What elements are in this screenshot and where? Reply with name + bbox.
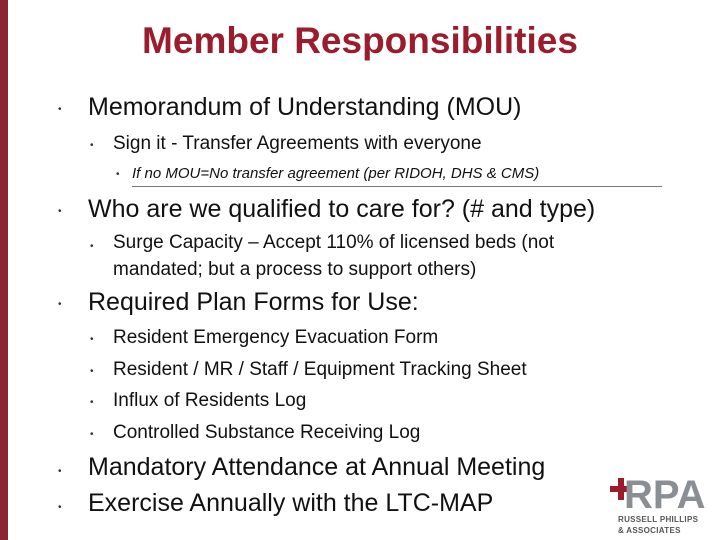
divider (132, 186, 662, 187)
sub-sub-bullet-no-mou: If no MOU=No transfer agreement (per RIDOH, DHS & CMS) (132, 165, 540, 182)
bullet-dot-icon: • (90, 397, 94, 408)
slide-title: Member Responsibilities (142, 20, 578, 61)
bullet-dot-icon: • (58, 299, 62, 310)
sub-bullet-sign-it: Sign it - Transfer Agreements with everyone (113, 133, 482, 154)
sub-bullet-surge-line1: Surge Capacity – Accept 110% of licensed beds (not (113, 232, 555, 253)
bullet-dot-icon: • (90, 429, 94, 440)
bullet-dot-icon: • (58, 466, 62, 477)
bullet-dot-icon: • (90, 334, 94, 345)
sub-bullet-evacuation-form: Resident Emergency Evacuation Form (113, 327, 439, 348)
bullet-exercise-annually: Exercise Annually with the LTC-MAP (88, 489, 494, 517)
sub-bullet-controlled-substance: Controlled Substance Receiving Log (113, 422, 421, 443)
bullet-dot-icon: • (58, 206, 62, 217)
bullet-dot-icon: • (58, 502, 62, 513)
bullet-dot-icon: • (90, 241, 94, 252)
sub-bullet-influx-log: Influx of Residents Log (113, 390, 307, 411)
bullet-dot-icon: • (58, 104, 62, 115)
bullet-dot-icon: • (90, 140, 94, 151)
left-accent-bar (0, 0, 8, 540)
bullet-qualified: Who are we qualified to care for? (# and type) (88, 195, 596, 223)
bullet-annual-meeting: Mandatory Attendance at Annual Meeting (88, 453, 546, 481)
bullet-mou: Memorandum of Understanding (MOU) (88, 93, 522, 121)
sub-bullet-surge-line2: mandated; but a process to support others) (113, 259, 477, 280)
bullet-dot-icon: • (90, 366, 94, 377)
sub-bullet-tracking-sheet: Resident / MR / Staff / Equipment Tracking Sheet (113, 359, 527, 380)
logo-line1: RUSSELL PHILLIPS (618, 515, 699, 524)
logo-line2: & ASSOCIATES (618, 526, 681, 535)
bullet-plan-forms: Required Plan Forms for Use: (88, 288, 419, 316)
logo-mark: RPA (624, 473, 706, 517)
bullet-dot-icon: • (116, 169, 120, 180)
